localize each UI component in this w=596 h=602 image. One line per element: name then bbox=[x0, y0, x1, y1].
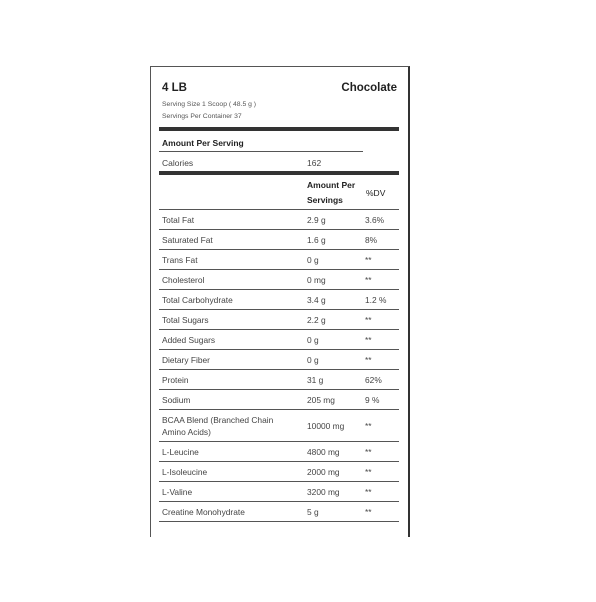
nutrient-name: L-Leucine bbox=[162, 446, 199, 457]
nutrient-name: L-Isoleucine bbox=[162, 466, 208, 477]
table-row bbox=[159, 310, 399, 330]
nutrient-dv: 62% bbox=[365, 374, 382, 385]
nutrient-dv: ** bbox=[365, 334, 372, 345]
nutrient-dv: ** bbox=[365, 314, 372, 325]
table-row bbox=[159, 442, 399, 462]
nutrient-name: Cholesterol bbox=[162, 274, 205, 285]
table-row bbox=[159, 250, 399, 270]
nutrient-name-line1: BCAA Blend (Branched Chain bbox=[162, 414, 274, 425]
nutrient-amount: 31 g bbox=[307, 374, 324, 385]
nutrient-name: Total Sugars bbox=[162, 314, 209, 325]
table-row bbox=[159, 462, 399, 482]
nutrient-amount: 2.2 g bbox=[307, 314, 326, 325]
table-row bbox=[159, 290, 399, 310]
amount-column-header bbox=[307, 178, 355, 208]
nutrient-amount: 0 g bbox=[307, 334, 319, 345]
nutrient-name: Protein bbox=[162, 374, 189, 385]
calories-divider bbox=[159, 151, 363, 152]
nutrient-amount: 4800 mg bbox=[307, 446, 340, 457]
nutrient-name: Saturated Fat bbox=[162, 234, 213, 245]
nutrient-amount: 0 mg bbox=[307, 274, 326, 285]
table-row bbox=[159, 482, 399, 502]
nutrient-name: L-Valine bbox=[162, 486, 193, 497]
thick-divider-middle bbox=[159, 171, 399, 175]
product-flavor: Chocolate bbox=[341, 82, 397, 94]
nutrient-amount: 2000 mg bbox=[307, 466, 340, 477]
nutrient-amount: 3.4 g bbox=[307, 294, 326, 305]
table-row bbox=[159, 210, 399, 230]
nutrient-dv: ** bbox=[365, 354, 372, 365]
nutrient-dv: 1.2 % bbox=[365, 294, 387, 305]
table-row bbox=[159, 350, 399, 370]
nutrient-dv: ** bbox=[365, 446, 372, 457]
nutrient-name: Creatine Monohydrate bbox=[162, 506, 245, 517]
table-row bbox=[159, 410, 399, 442]
nutrient-amount: 5 g bbox=[307, 506, 319, 517]
nutrient-amount: 10000 mg bbox=[307, 420, 345, 431]
product-weight: 4 LB bbox=[162, 82, 187, 94]
nutrient-name: Sodium bbox=[162, 394, 191, 405]
table-row bbox=[159, 370, 399, 390]
amount-per-serving-heading: Amount Per Serving bbox=[162, 138, 244, 148]
nutrient-dv: 8% bbox=[365, 234, 378, 245]
table-row bbox=[159, 270, 399, 290]
nutrient-name: Total Fat bbox=[162, 214, 195, 225]
nutrient-amount: 0 g bbox=[307, 254, 319, 265]
dv-column-header: %DV bbox=[366, 188, 386, 198]
nutrient-name bbox=[159, 410, 307, 442]
nutrient-name: Added Sugars bbox=[162, 334, 216, 345]
nutrient-amount: 0 g bbox=[307, 354, 319, 365]
table-row-cut-off bbox=[159, 522, 399, 538]
nutrient-dv: 9 % bbox=[365, 394, 380, 405]
table-row bbox=[159, 330, 399, 350]
nutrient-dv: ** bbox=[365, 274, 372, 285]
nutrient-dv: ** bbox=[365, 506, 372, 517]
nutrient-dv: ** bbox=[365, 466, 372, 477]
nutrient-name: Trans Fat bbox=[162, 254, 198, 265]
label-header bbox=[151, 67, 408, 127]
serving-size: Serving Size 1 Scoop ( 48.5 g ) bbox=[162, 101, 257, 108]
table-row bbox=[159, 390, 399, 410]
nutrient-dv: 3.6% bbox=[365, 214, 385, 225]
amount-header-line1: Amount Per bbox=[307, 180, 356, 190]
amount-header-line2: Servings bbox=[307, 195, 343, 205]
nutrient-name: Dietary Fiber bbox=[162, 354, 210, 365]
nutrient-amount: 1.6 g bbox=[307, 234, 326, 245]
nutrient-amount: 205 mg bbox=[307, 394, 335, 405]
table-row bbox=[159, 230, 399, 250]
nutrition-facts-panel bbox=[150, 66, 410, 537]
servings-per-container: Servings Per Container 37 bbox=[162, 113, 242, 120]
nutrient-name-line2: Amino Acids) bbox=[162, 426, 211, 437]
calories-label: Calories bbox=[162, 158, 194, 168]
thick-divider-top bbox=[159, 127, 399, 131]
nutrient-dv: ** bbox=[365, 420, 372, 431]
nutrient-dv: ** bbox=[365, 254, 372, 265]
nutrient-dv: ** bbox=[365, 486, 372, 497]
nutrient-amount: 3200 mg bbox=[307, 486, 340, 497]
nutrient-name: Total Carbohydrate bbox=[162, 294, 233, 305]
nutrient-amount: 2.9 g bbox=[307, 214, 326, 225]
calories-value: 162 bbox=[307, 158, 322, 168]
nutrient-table bbox=[159, 209, 399, 537]
table-row bbox=[159, 502, 399, 522]
